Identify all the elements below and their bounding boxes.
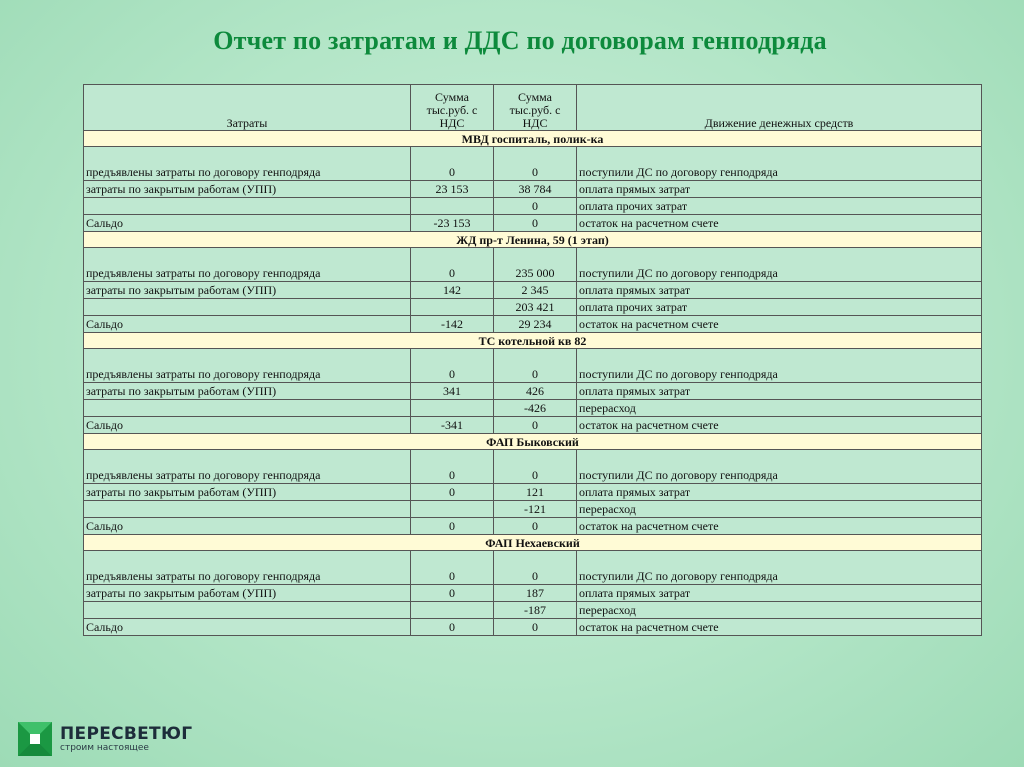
sum-costs: 341 xyxy=(411,383,494,400)
table-row xyxy=(84,585,982,602)
cost-item: предъявлены затраты по договору генподряда xyxy=(84,248,411,282)
cost-item xyxy=(84,299,411,316)
sum-costs: 23 153 xyxy=(411,181,494,198)
table-row xyxy=(84,400,982,417)
cash-flow-item: поступили ДС по договору генподряда xyxy=(577,248,982,282)
cost-item xyxy=(84,198,411,215)
section-title: ТС котельной кв 82 xyxy=(84,333,982,349)
table-row xyxy=(84,619,982,636)
cost-item: предъявлены затраты по договору генподряда xyxy=(84,349,411,383)
sum-cash: -187 xyxy=(494,602,577,619)
table-row xyxy=(84,181,982,198)
cash-flow-item: оплата прочих затрат xyxy=(577,198,982,215)
sum-costs: 0 xyxy=(411,349,494,383)
sum-cash: 121 xyxy=(494,484,577,501)
sum-costs: 0 xyxy=(411,551,494,585)
sum-costs: 0 xyxy=(411,585,494,602)
cash-flow-item: перерасход xyxy=(577,602,982,619)
table-row xyxy=(84,501,982,518)
section-header-row xyxy=(84,131,982,147)
cash-flow-item: остаток на расчетном счете xyxy=(577,619,982,636)
sum-cash: 426 xyxy=(494,383,577,400)
cost-item: затраты по закрытым работам (УПП) xyxy=(84,181,411,198)
table-row xyxy=(84,417,982,434)
sum-costs xyxy=(411,501,494,518)
section-header-row xyxy=(84,333,982,349)
cash-flow-item: оплата прямых затрат xyxy=(577,181,982,198)
table-row xyxy=(84,316,982,333)
table-row xyxy=(84,450,982,484)
cash-flow-item: оплата прямых затрат xyxy=(577,484,982,501)
page-title: Отчет по затратам и ДДС по договорам генподряда xyxy=(213,26,827,55)
cost-item: предъявлены затраты по договору генподряда xyxy=(84,147,411,181)
cost-item xyxy=(84,602,411,619)
sum-costs: 0 xyxy=(411,518,494,535)
sum-cash: 38 784 xyxy=(494,181,577,198)
cash-flow-item: поступили ДС по договору генподряда xyxy=(577,450,982,484)
sum-cash: 0 xyxy=(494,215,577,232)
section-title: МВД госпиталь, полик-ка xyxy=(84,131,982,147)
cost-item xyxy=(84,400,411,417)
section-header-row xyxy=(84,434,982,450)
table-row xyxy=(84,147,982,181)
cost-item: Сальдо xyxy=(84,619,411,636)
header-cash-flow: Движение денежных средств xyxy=(577,85,982,131)
table-row xyxy=(84,248,982,282)
sum-costs: 0 xyxy=(411,484,494,501)
cash-flow-item: остаток на расчетном счете xyxy=(577,417,982,434)
cost-item: затраты по закрытым работам (УПП) xyxy=(84,585,411,602)
section-title: ФАП Нехаевский xyxy=(84,535,982,551)
sum-costs: -341 xyxy=(411,417,494,434)
sum-cash: 187 xyxy=(494,585,577,602)
table-row xyxy=(84,551,982,585)
table-header-row xyxy=(84,85,982,131)
section-header-row xyxy=(84,232,982,248)
sum-cash: 235 000 xyxy=(494,248,577,282)
section-title: ФАП Быковский xyxy=(84,434,982,450)
sum-costs: -142 xyxy=(411,316,494,333)
sum-costs: -23 153 xyxy=(411,215,494,232)
company-logo xyxy=(18,722,192,756)
table-row xyxy=(84,484,982,501)
table-row xyxy=(84,282,982,299)
sum-costs: 0 xyxy=(411,248,494,282)
cash-flow-item: поступили ДС по договору генподряда xyxy=(577,147,982,181)
table-row xyxy=(84,383,982,400)
sum-costs: 0 xyxy=(411,450,494,484)
sum-costs: 142 xyxy=(411,282,494,299)
cash-flow-item: перерасход xyxy=(577,501,982,518)
sum-costs: 0 xyxy=(411,147,494,181)
brand-slogan: строим настоящее xyxy=(60,742,149,753)
pereswet-logo-icon xyxy=(18,722,52,756)
sum-cash: 0 xyxy=(494,551,577,585)
cost-item: предъявлены затраты по договору генподряда xyxy=(84,551,411,585)
cost-item: Сальдо xyxy=(84,518,411,535)
cash-flow-item: перерасход xyxy=(577,400,982,417)
cost-item: предъявлены затраты по договору генподряда xyxy=(84,450,411,484)
cost-item: Сальдо xyxy=(84,316,411,333)
sum-cash: 0 xyxy=(494,450,577,484)
sum-costs: 0 xyxy=(411,619,494,636)
sum-cash: 0 xyxy=(494,417,577,434)
sum-cash: 0 xyxy=(494,518,577,535)
sum-cash: 203 421 xyxy=(494,299,577,316)
cash-flow-item: оплата прямых затрат xyxy=(577,282,982,299)
cash-flow-item: поступили ДС по договору генподряда xyxy=(577,551,982,585)
cash-flow-item: оплата прямых затрат xyxy=(577,585,982,602)
sum-cash: 0 xyxy=(494,147,577,181)
sum-costs xyxy=(411,198,494,215)
header-sum-1: Сумма тыс.руб. с НДС xyxy=(411,85,494,131)
sum-cash: 0 xyxy=(494,198,577,215)
report-table xyxy=(83,84,982,636)
cash-flow-item: оплата прочих затрат xyxy=(577,299,982,316)
cost-item: затраты по закрытым работам (УПП) xyxy=(84,383,411,400)
cash-flow-item: остаток на расчетном счете xyxy=(577,316,982,333)
sum-costs xyxy=(411,602,494,619)
cost-item: Сальдо xyxy=(84,417,411,434)
sum-cash: 0 xyxy=(494,349,577,383)
table-row xyxy=(84,215,982,232)
cash-flow-item: остаток на расчетном счете xyxy=(577,518,982,535)
sum-cash: -426 xyxy=(494,400,577,417)
cost-item xyxy=(84,501,411,518)
sum-cash: 2 345 xyxy=(494,282,577,299)
table-row xyxy=(84,198,982,215)
brand-name: ПЕРЕСВЕТЮГ xyxy=(60,723,193,744)
sum-cash: 0 xyxy=(494,619,577,636)
cash-flow-item: остаток на расчетном счете xyxy=(577,215,982,232)
sum-cash: -121 xyxy=(494,501,577,518)
sum-costs xyxy=(411,400,494,417)
sum-costs xyxy=(411,299,494,316)
sum-cash: 29 234 xyxy=(494,316,577,333)
cash-flow-item: поступили ДС по договору генподряда xyxy=(577,349,982,383)
table-row xyxy=(84,602,982,619)
section-title: ЖД пр-т Ленина, 59 (1 этап) xyxy=(84,232,982,248)
header-sum-2: Сумма тыс.руб. с НДС xyxy=(494,85,577,131)
cost-item: затраты по закрытым работам (УПП) xyxy=(84,282,411,299)
table-row xyxy=(84,518,982,535)
cash-flow-item: оплата прямых затрат xyxy=(577,383,982,400)
table-row xyxy=(84,349,982,383)
cost-item: затраты по закрытым работам (УПП) xyxy=(84,484,411,501)
header-costs: Затраты xyxy=(84,85,411,131)
cost-item: Сальдо xyxy=(84,215,411,232)
section-header-row xyxy=(84,535,982,551)
table-row xyxy=(84,299,982,316)
